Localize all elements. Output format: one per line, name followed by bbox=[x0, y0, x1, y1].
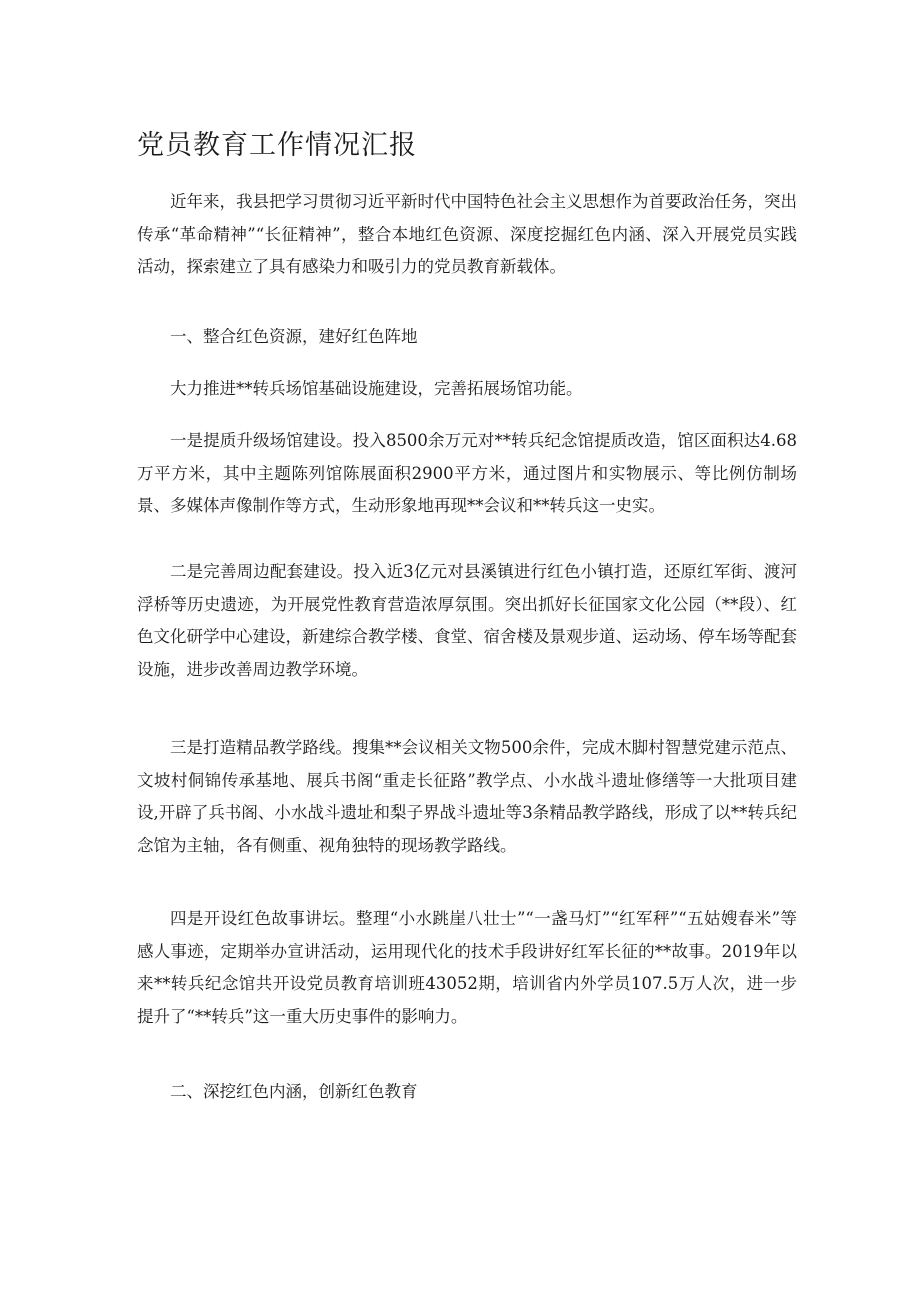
item-1-paragraph: 一是提质升级场馆建设。投入8500余万元对**转兵纪念馆提质改造，馆区面积达4.68万平方米，其中主题陈列馆陈展面积2900平方米，通过图片和实物展示、等比例仿制场景、多媒体声像制作等方式，生动形象地再现**会议和**转兵这一史实。 bbox=[137, 431, 797, 515]
item-4-paragraph: 四是开设红色故事讲坛。整理“小水跳崖八壮士”“一盏马灯”“红军秤”“五姑嫂春米”等感人事迹，定期举办宣讲活动，运用现代化的技术手段讲好红军长征的**故事。2019年以来**转兵纪念馆共开设党员教育培训班43052期，培训省内外学员107.5万人次，进一步提升了“**转兵”这一重大历史事件的影响力。 bbox=[137, 909, 797, 1026]
document-title: 党员教育工作情况汇报 bbox=[137, 130, 417, 161]
section-2-heading: 二、深挖红色内涵，创新红色教育 bbox=[170, 1082, 418, 1101]
item-2-paragraph: 二是完善周边配套建设。投入近3亿元对县溪镇进行红色小镇打造，还原红军街、渡河浮桥等历史遗迹，为开展党性教育营造浓厚氛围。突出抓好长征国家文化公园（**段）、红色文化研学中心建设，新建综合教学楼、食堂、宿舍楼及景观步道、运动场、停车场等配套设施，进步改善周边教学环境。 bbox=[137, 562, 797, 679]
item-3-paragraph: 三是打造精品教学路线。搜集**会议相关文物500余件，完成木脚村智慧党建示范点、文坡村侗锦传承基地、展兵书阁“重走长征路”教学点、小水战斗遗址修缮等一大批项目建设,开辟了兵书阁、小水战斗遗址和梨子界战斗遗址等3条精品教学路线，形成了以**转兵纪念馆为主轴，各有侧重、视角独特的现场教学路线。 bbox=[137, 738, 797, 855]
section-1-heading: 一、整合红色资源，建好红色阵地 bbox=[170, 327, 418, 346]
section-1-lead: 大力推进**转兵场馆基础设施建设，完善拓展场馆功能。 bbox=[170, 379, 583, 398]
intro-paragraph: 近年来，我县把学习贯彻习近平新时代中国特色社会主义思想作为首要政治任务，突出传承“革命精神”“长征精神”，整合本地红色资源、深度挖掘红色内涵、深入开展党员实践活动，探索建立了具有感染力和吸引力的党员教育新载体。 bbox=[137, 192, 797, 276]
